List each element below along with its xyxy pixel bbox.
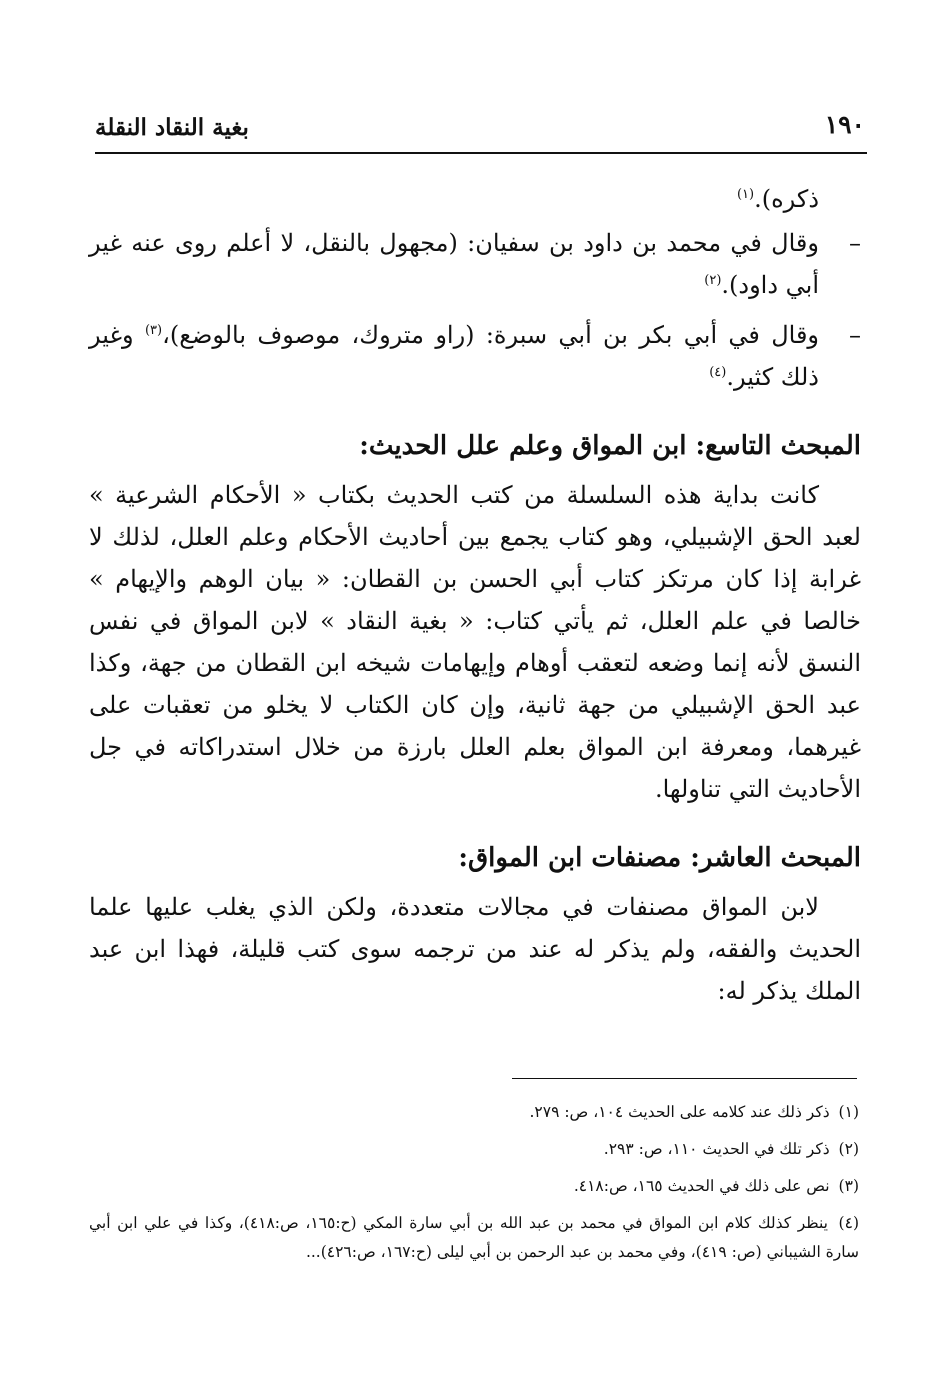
footnote-text: ينظر كذلك كلام ابن المواق في محمد بن عبد الله بن أبي سارة المكي (ح:١٦٥، ص:٤١٨)، وكذا في علي ابن أبي سارة الشيباني (ص: ٤١٩)، وفي محمد بن عبد الرحمن بن أبي ليلى (ح:١٦٧، ص:٤٢٦)... <box>89 1214 859 1261</box>
section-heading-10: المبحث العاشر: مصنفات ابن المواق: <box>458 843 861 873</box>
footnote-mark: (٣) <box>838 1177 859 1195</box>
list-item-text: وقال في أبي بكر بن أبي سبرة: (راو متروك، موصوف بالوضع)، <box>162 321 819 349</box>
footnote-ref-4[interactable]: (٤) <box>709 365 727 380</box>
footnote-mark: (٢) <box>838 1140 859 1158</box>
continuation-text: ذكره). <box>754 185 819 213</box>
dash-marker: – <box>849 229 861 257</box>
list-item <box>89 314 861 398</box>
footnotes <box>89 1098 859 1275</box>
list-item <box>89 222 861 306</box>
footnote-3 <box>89 1172 859 1201</box>
footnote-ref-1[interactable]: (١) <box>736 187 755 202</box>
running-header <box>95 108 865 150</box>
section-heading-9: المبحث التاسع: ابن المواق وعلم علل الحديث: <box>359 431 861 461</box>
section-10-paragraph: لابن المواق مصنفات في مجالات متعددة، ولكن الذي يغلب عليها علما الحديث والفقه، ولم يذكر له عند من ترجمه سوى كتب قليلة، فهذا ابن عبد الملك يذكر له: <box>89 893 861 1005</box>
list-item-text: وقال في محمد بن داود بن سفيان: (مجهول بالنقل، لا أعلم روى عنه غير أبي داود). <box>89 229 819 299</box>
running-title: بغية النقاد النقلة <box>95 114 249 141</box>
list-item-text-cont: وغير ذلك كثير. <box>89 321 819 391</box>
footnote-separator <box>512 1078 857 1079</box>
header-rule <box>95 152 867 154</box>
dash-marker: – <box>849 321 861 349</box>
footnote-ref-3[interactable]: (٣) <box>144 323 163 338</box>
footnote-text: ذكر ذلك عند كلامه على الحديث ١٠٤، ص: ٢٧٩. <box>529 1103 830 1121</box>
footnote-1 <box>89 1098 859 1127</box>
section-9-paragraph: كانت بداية هذه السلسلة من كتب الحديث بكتاب « الأحكام الشرعية » لعبد الحق الإشبيلي، وهو كتاب يجمع بين أحاديث الأحكام وعلم العلل، لذلك لا غرابة إذا كان مرتكز كتاب أبي الحسن بن القطان: « بيان الوهم والإيهام » خالصا في علم العلل، ثم يأتي كتاب: « بغية النقاد » لابن المواق في نفس النسق لأنه إنما وضعه لتعقب أوهام وإيهامات شيخه ابن القطان من جهة، وكذا عبد الحق الإشبيلي من جهة ثانية، وإن كان الكتاب لا يخلو من تعقبات على غيرهما، ومعرفة ابن المواق بعلم العلل بارزة من خلال استدراكاته في جل الأحاديث التي تناولها. <box>89 481 862 803</box>
footnote-2 <box>89 1135 859 1164</box>
footnote-mark: (١) <box>838 1103 859 1121</box>
page-number: ١٩٠ <box>824 110 865 139</box>
main-text <box>89 178 861 1012</box>
footnote-text: ذكر تلك في الحديث ١١٠، ص: ٢٩٣. <box>603 1140 830 1158</box>
footnote-text: نص على ذلك في الحديث ١٦٥، ص:٤١٨. <box>573 1177 830 1195</box>
footnote-ref-2[interactable]: (٢) <box>704 273 722 288</box>
footnote-4 <box>89 1209 859 1267</box>
quote-list <box>89 222 861 398</box>
continuation-line <box>89 178 861 220</box>
footnote-mark: (٤) <box>838 1214 859 1232</box>
